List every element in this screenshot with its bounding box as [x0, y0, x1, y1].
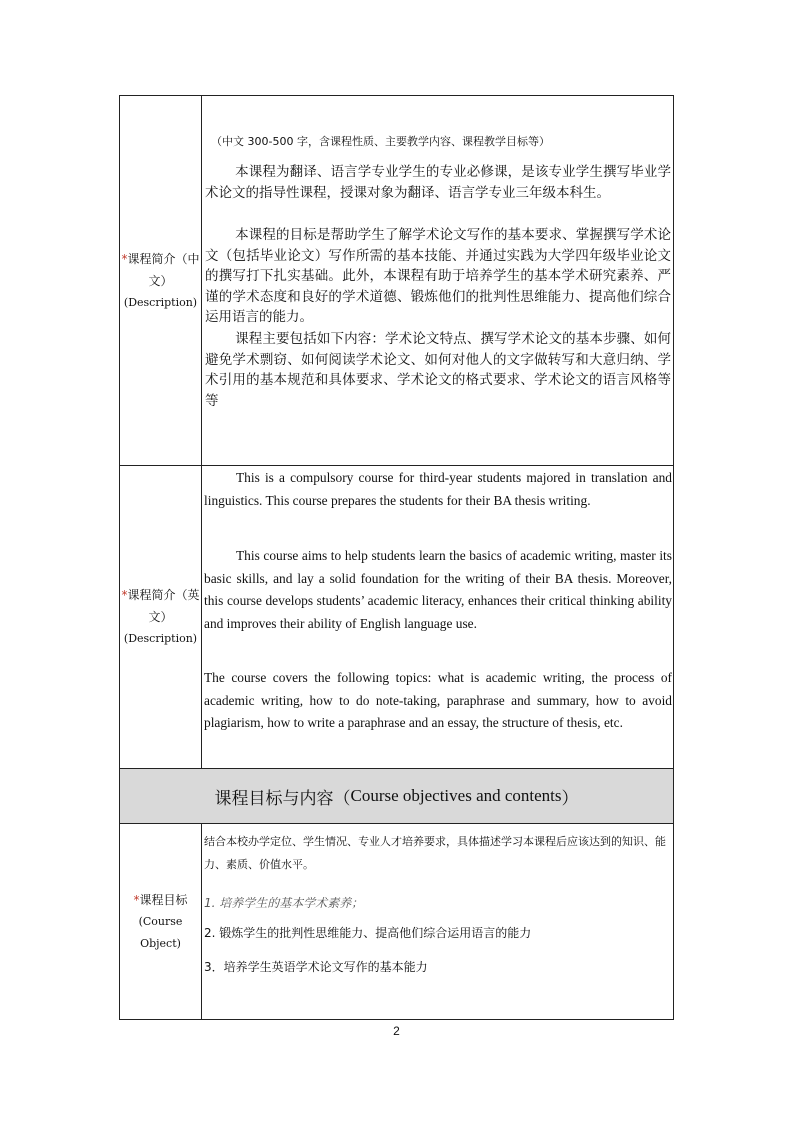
row-en-description: [120, 466, 673, 769]
en-paragraph-2: This course aims to help students learn the basics of academic writing, master its basic skills, and lay a solid foundation for the writing of their BA thesis. Moreover, this course develops students’ academic literacy, enhances their critical thinking ability and improves their ability of English language use.: [204, 548, 672, 632]
label-en-description: [120, 466, 202, 768]
cn-paragraph-3: 课程主要包括如下内容：学术论文特点、撰写学术论文的基本步骤、如何避免学术剽窃、如何阅读学术论文、如何对他人的文字做转写和大意归纳、学术引用的基本规范和具体要求、学术论文的格式要求、学术论文的语言风格等等: [205, 331, 671, 409]
content-objectives: [203, 824, 673, 1020]
en-paragraph-1: This is a compulsory course for third-year students majored in translation and linguistics. This course prepares the students for their BA thesis writing.: [204, 470, 672, 508]
page-number: 2: [393, 1024, 400, 1038]
section-title-close: ）: [561, 788, 579, 809]
section-title-en: Course objectives and contents: [350, 786, 562, 805]
required-star: *: [121, 588, 128, 602]
content-en-description: [203, 466, 673, 768]
section-header: [120, 769, 673, 824]
label-obj-line1: 课程目标: [139, 893, 188, 907]
cn-paragraph-2: 本课程的目标是帮助学生了解学术论文写作的基本要求、掌握撰写学术论文（包括毕业论文）写作所需的基本技能、并通过实践为大学四年级毕业论文的撰写打下扎实基础。此外，本课程有助于培养学生的基本学术研究素养、严谨的学术态度和良好的学术道德、锻炼他们的批判性思维能力、提高他们综合运用语言的能力。: [205, 227, 671, 325]
label-en-line1: 课程简介（英: [127, 588, 200, 602]
required-star: *: [121, 251, 128, 266]
objective-item-2: 2. 锻炼学生的批判性思维能力、提高他们综合运用语言的能力: [204, 926, 532, 940]
label-objectives: [120, 824, 202, 1020]
label-cn-en: (Description): [123, 295, 198, 309]
instruction-note: （中文 300-500 字，含课程性质、主要教学内容、课程教学目标等）: [211, 135, 550, 148]
label-en-line2: 文）: [148, 610, 173, 624]
required-star: *: [133, 893, 140, 907]
row-cn-description: [120, 96, 673, 466]
row-objectives: [120, 824, 673, 1020]
label-en-en: (Description): [123, 632, 198, 645]
label-obj-en: (Course Object): [138, 915, 183, 950]
cn-paragraph-1: 本课程为翻译、语言学专业学生的专业必修课，是该专业学生撰写毕业学术论文的指导性课程，授课对象为翻译、语言学专业三年级本科生。: [205, 164, 671, 201]
objectives-description: 结合本校办学定位、学生情况、专业人才培养要求，具体描述学习本课程后应该达到的知识、能力、素质、价值水平。: [204, 835, 666, 871]
objective-item-3: 3．培养学生英语学术论文写作的基本能力: [204, 960, 428, 974]
label-cn-description: [120, 96, 202, 465]
en-paragraph-3: The course covers the following topics: what is academic writing, the process of academic writing, how to do note-taking, paraphrase and summary, how to avoid plagiarism, how to write a paraphrase and an essay, the structure of thesis, etc.: [204, 670, 672, 731]
objective-item-1: 1. 培养学生的基本学术素养；: [204, 896, 364, 910]
label-cn-line1: 课程简介（中: [127, 251, 200, 266]
content-cn-description: [203, 96, 673, 465]
course-table: [119, 95, 674, 1020]
section-title-cn: 课程目标与内容（: [214, 788, 351, 809]
label-cn-line2: 文）: [148, 273, 173, 288]
